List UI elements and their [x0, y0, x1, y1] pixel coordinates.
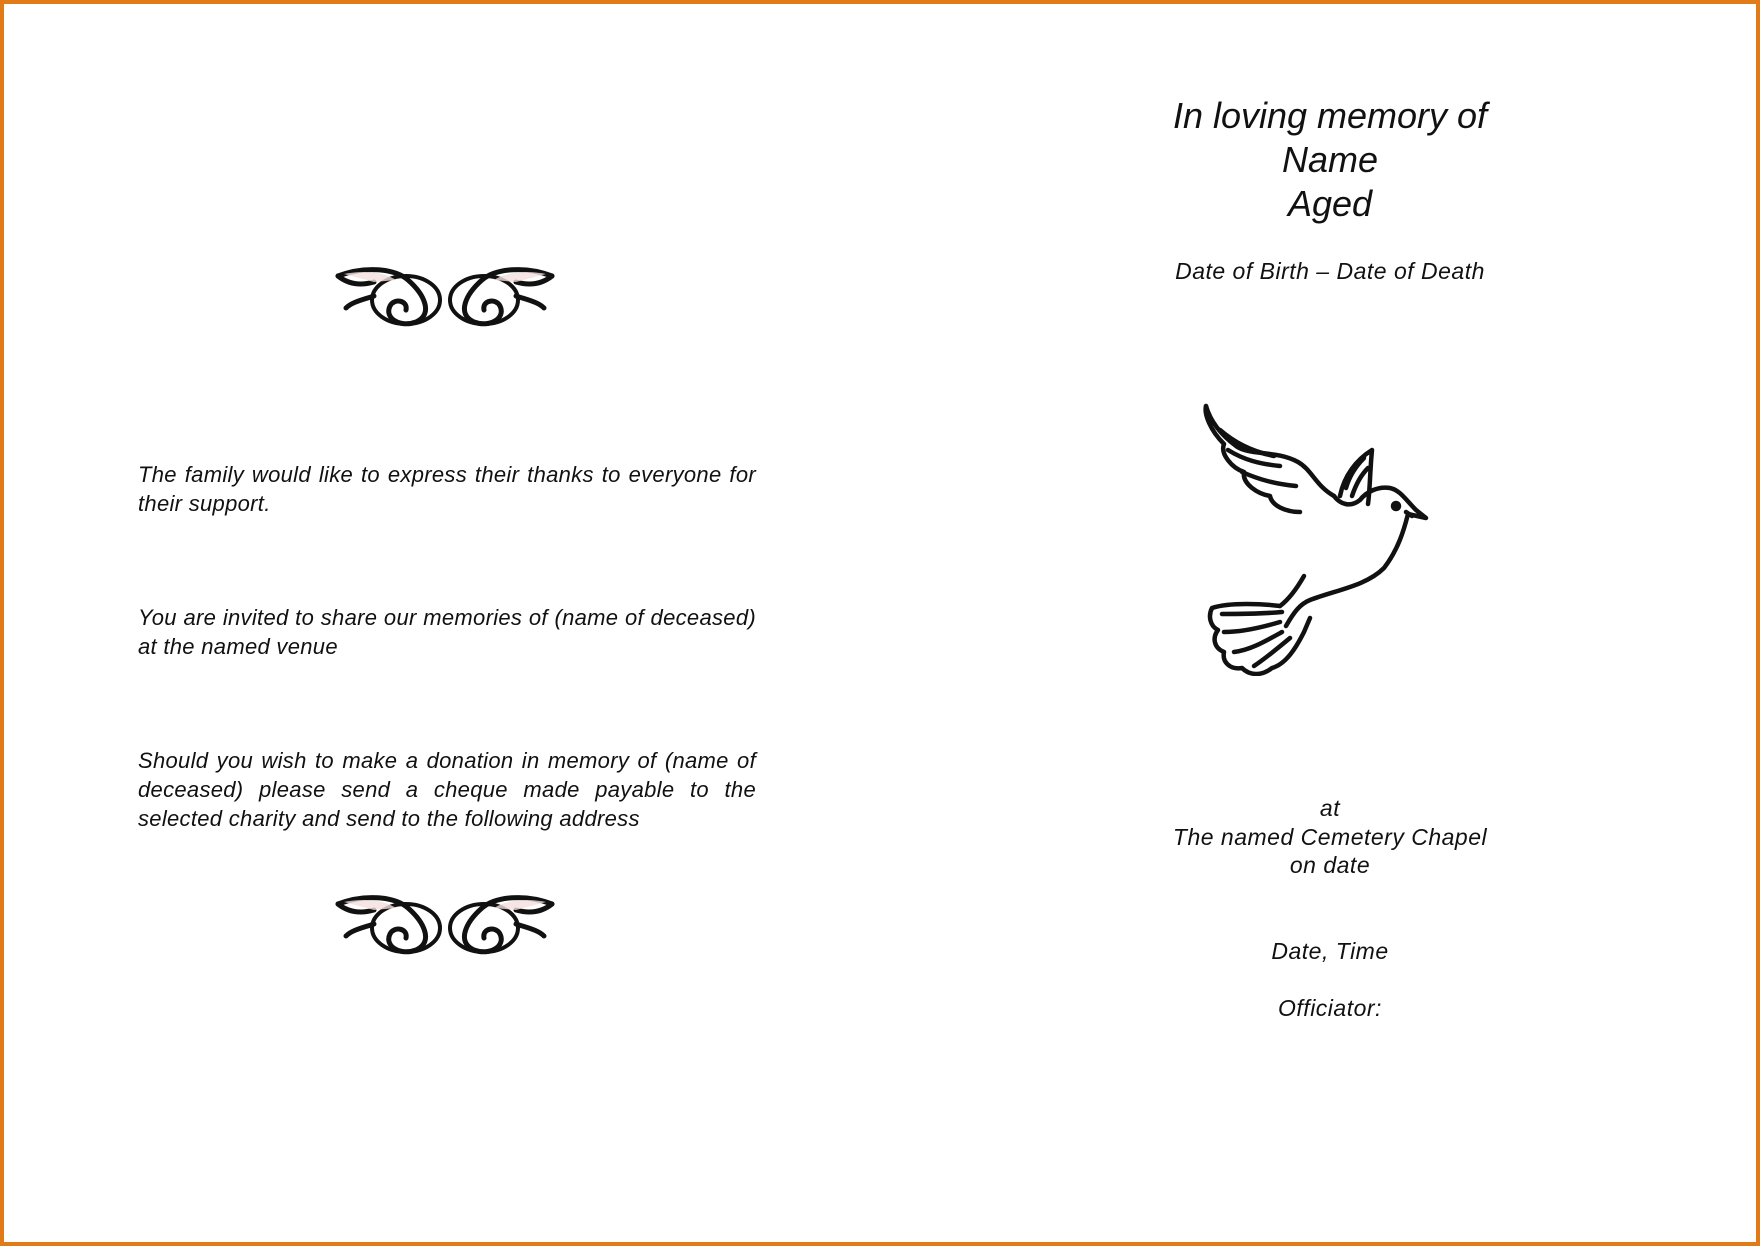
thanks-paragraph: The family would like to express their thanks to everyone for their support.	[138, 462, 756, 516]
service-at: at	[1319, 795, 1341, 821]
memorial-heading	[1080, 94, 1580, 226]
service-on-date: on date	[1289, 852, 1371, 878]
venue-name: The named Cemetery Chapel	[1172, 824, 1488, 850]
life-dates: Date of Birth – Date of Death	[1175, 258, 1485, 284]
heading-line-1: In loving memory of	[1172, 95, 1488, 136]
service-date-time: Date, Time	[1271, 938, 1389, 964]
invitation-paragraph: You are invited to share our memories of (name of deceased) at the named venue	[138, 605, 756, 659]
dove-icon	[1200, 400, 1460, 676]
officiator-label: Officiator:	[1278, 995, 1382, 1021]
scroll-ornament-icon	[334, 890, 556, 956]
donation-paragraph: Should you wish to make a donation in memory of (name of deceased) please send a cheque made payable to the selected charity and send to the following address	[138, 748, 756, 831]
scroll-ornament-icon	[334, 262, 556, 328]
heading-line-name: Name	[1281, 139, 1379, 180]
heading-line-aged: Aged	[1287, 183, 1373, 224]
